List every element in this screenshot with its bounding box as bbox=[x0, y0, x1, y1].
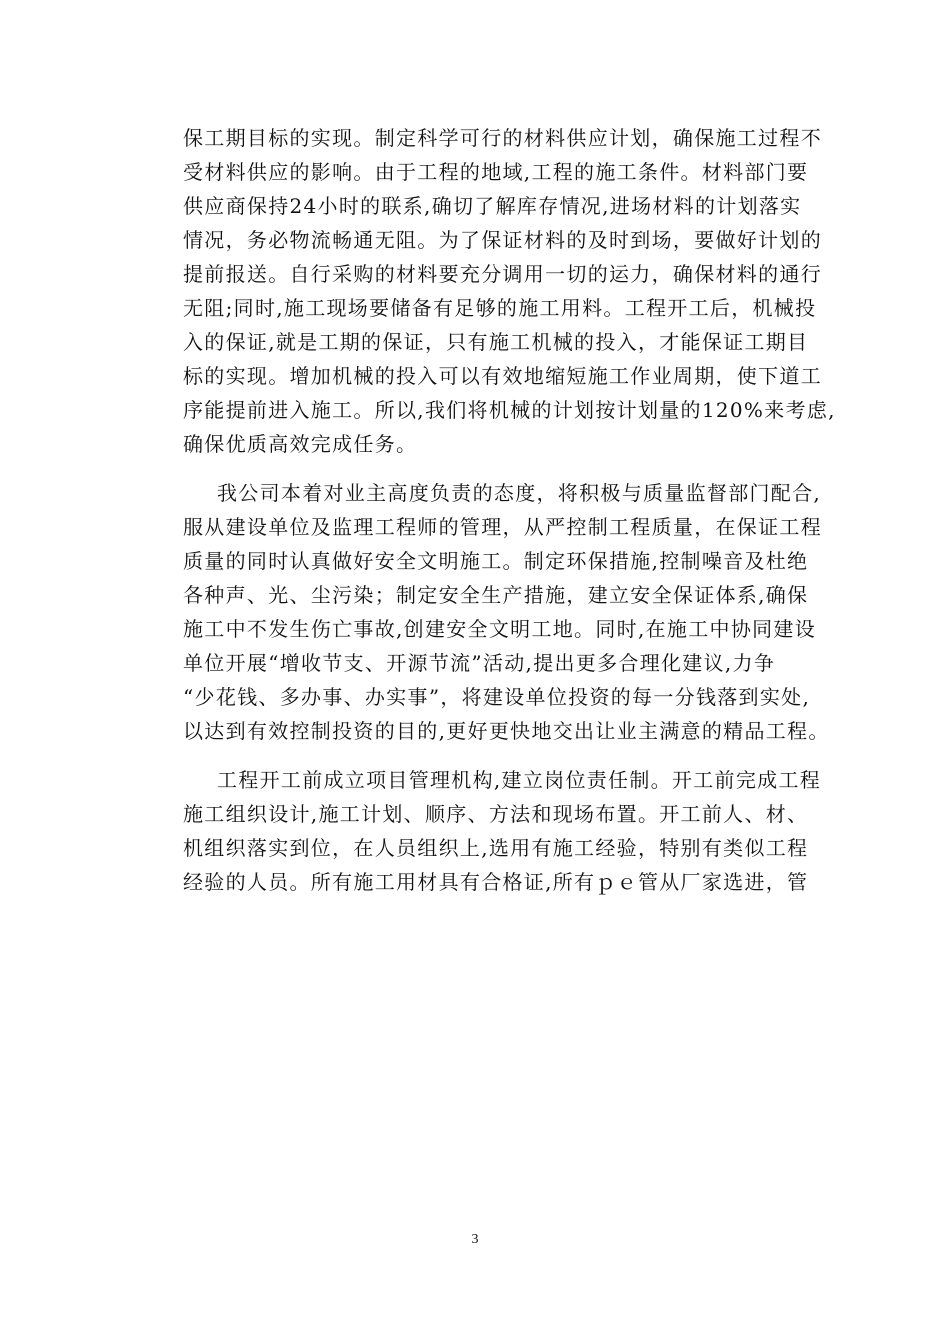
text-line: 情况，务必物流畅通无阻。为了保证材料的及时到场，要做好计划的 bbox=[183, 228, 822, 252]
text-line: 序能提前进入施工。所以,我们将机械的计划按计划量的120%来考虑, bbox=[183, 398, 836, 422]
text-line: 以达到有效控制投资的目的,更好更快地交出让业主满意的精品工程。 bbox=[183, 719, 830, 743]
text-line: 机组织落实到位，在人员组织上,选用有施工经验，特别有类似工程 bbox=[183, 836, 809, 860]
paragraph-project-organization bbox=[183, 763, 863, 899]
text-line: 提前报送。自行采购的材料要充分调用一切的运力，确保材料的通行 bbox=[183, 262, 822, 286]
text-line: 供应商保持24小时的联系,确切了解库存情况,进场材料的计划落实 bbox=[183, 194, 802, 218]
text-line: 入的保证,就是工期的保证，只有施工机械的投入，才能保证工期目 bbox=[183, 330, 809, 354]
paragraph-materials-machinery bbox=[183, 121, 863, 461]
text-line: 标的实现。增加机械的投入可以有效地缩短施工作业周期，使下道工 bbox=[183, 364, 822, 388]
text-line: 质量的同时认真做好安全文明施工。制定环保措施,控制噪音及杜绝 bbox=[183, 549, 809, 573]
paragraph-spacer bbox=[183, 748, 863, 763]
text-line: 单位开展“增收节支、开源节流”活动,提出更多合理化建议,力争 bbox=[183, 651, 776, 675]
text-line: 工程开工前成立项目管理机构,建立岗位责任制。开工前完成工程 bbox=[217, 768, 822, 792]
text-line: 施工组织设计,施工计划、顺序、方法和现场布置。开工前人、材、 bbox=[183, 802, 809, 826]
body-text bbox=[183, 121, 863, 899]
text-line: 服从建设单位及监理工程师的管理，从严控制工程质量，在保证工程 bbox=[183, 515, 822, 539]
text-line: “少花钱、多办事、办实事”，将建设单位投资的每一分钱落到实处, bbox=[183, 685, 811, 709]
paragraph-spacer bbox=[183, 461, 863, 476]
text-line: 保工期目标的实现。制定科学可行的材料供应计划，确保施工过程不 bbox=[183, 126, 822, 150]
paragraph-quality-safety bbox=[183, 476, 863, 748]
text-line: 施工中不发生伤亡事故,创建安全文明工地。同时,在施工中协同建设 bbox=[183, 617, 817, 641]
text-line: 我公司本着对业主高度负责的态度，将积极与质量监督部门配合, bbox=[217, 481, 822, 505]
text-line: 无阻;同时,施工现场要储备有足够的施工用料。工程开工后，机械投 bbox=[183, 296, 817, 320]
page-number: 3 bbox=[471, 1232, 479, 1247]
text-line: 确保优质高效完成任务。 bbox=[183, 432, 418, 456]
text-line: 各种声、光、尘污染；制定安全生产措施，建立安全保证体系,确保 bbox=[183, 583, 809, 607]
text-line: 受材料供应的影响。由于工程的地域,工程的施工条件。材料部门要 bbox=[183, 160, 809, 184]
text-line: 经验的人员。所有施工用材具有合格证,所有ｐｅ管从厂家选进，管 bbox=[183, 870, 809, 894]
